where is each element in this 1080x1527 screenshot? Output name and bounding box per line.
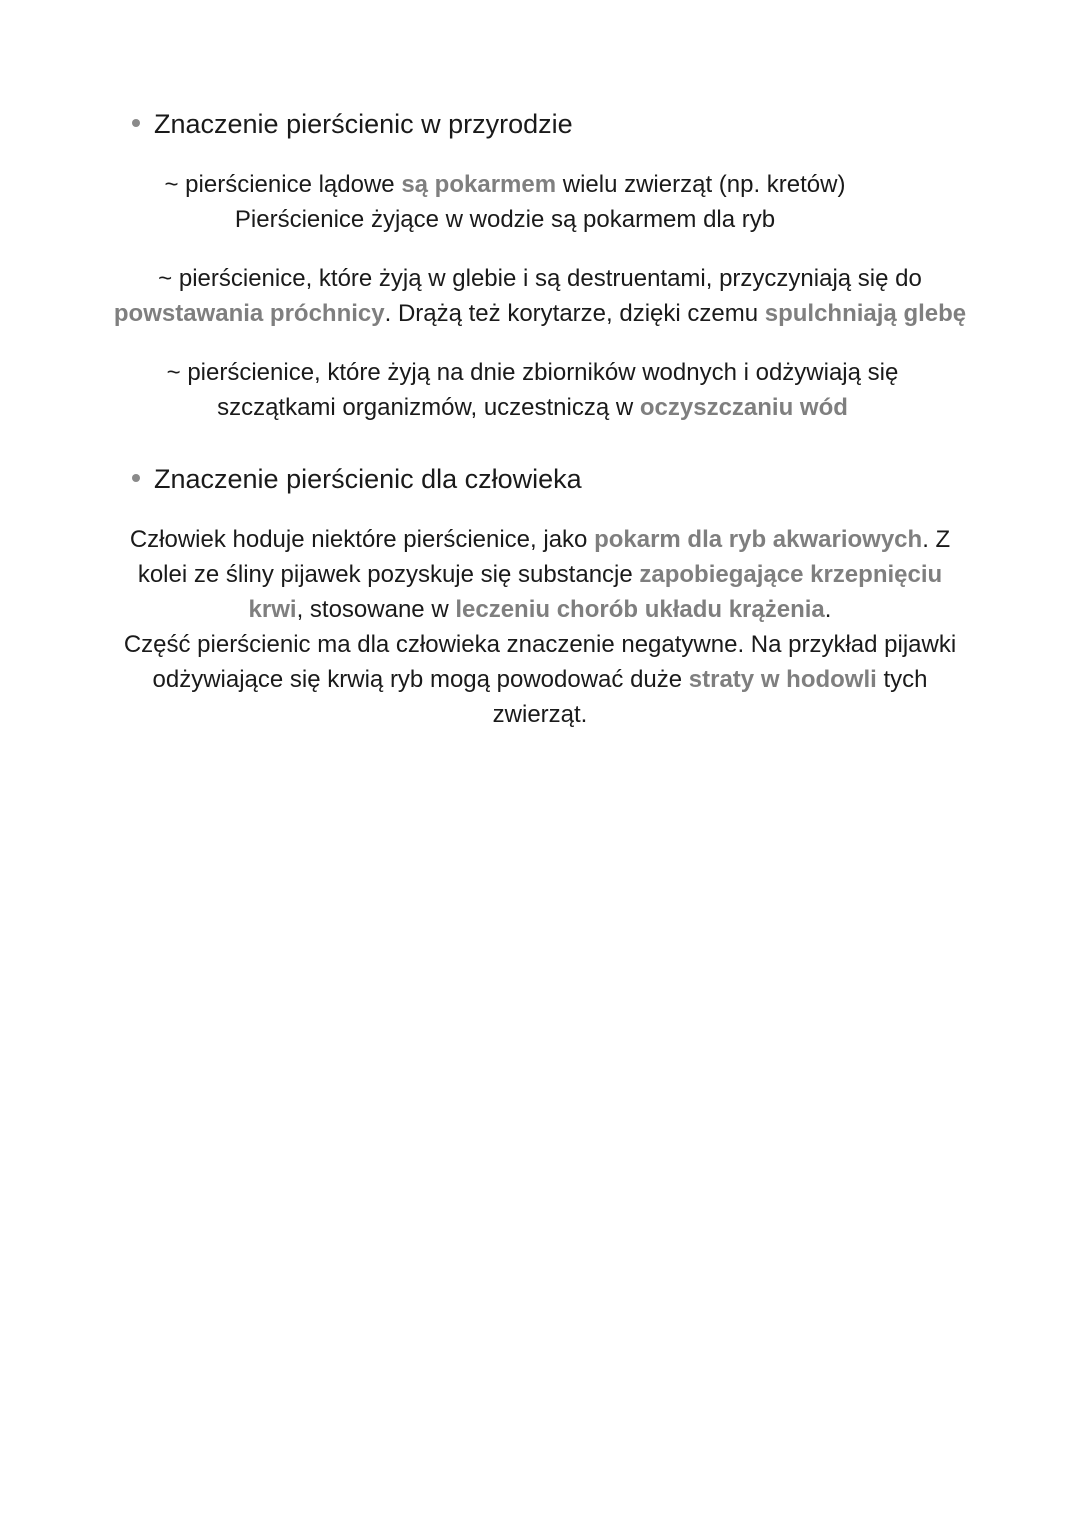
bullet-icon xyxy=(132,474,140,482)
paragraph-line xyxy=(80,592,1000,627)
text-run: , stosowane w xyxy=(296,596,456,623)
text-run: tych xyxy=(876,666,928,693)
highlight-text: krwi xyxy=(248,596,297,623)
text-run: . Z xyxy=(922,526,951,553)
paragraph-line xyxy=(100,167,910,202)
paragraph-food-source xyxy=(100,167,910,237)
paragraph-line: ~ pierścienice, które żyją w glebie i są destruentami, przyczyniają się do xyxy=(158,265,922,292)
paragraph-line xyxy=(100,390,965,425)
paragraph-human-importance xyxy=(80,522,1000,732)
paragraph-water-cleaning xyxy=(100,355,965,425)
paragraph-line xyxy=(80,557,1000,592)
heading-text: Znaczenie pierścienic dla człowieka xyxy=(154,464,582,494)
bullet-icon xyxy=(132,119,140,127)
text-run: . xyxy=(824,596,832,623)
paragraph-line: Pierścienice żyjące w wodzie są pokarmem dla ryb xyxy=(234,206,776,233)
paragraph-line xyxy=(90,296,990,331)
paragraph-line: Część pierścienic ma dla człowieka znaczenie negatywne. Na przykład pijawki xyxy=(123,631,957,658)
highlight-text: spulchniają glebę xyxy=(764,300,967,327)
paragraph-line: zwierząt. xyxy=(492,701,588,728)
text-run: kolei ze śliny pijawek pozyskuje się substancje xyxy=(137,561,640,588)
text-run: . Drążą też korytarze, dzięki czemu xyxy=(384,300,765,327)
text-run: wielu zwierząt (np. kretów) xyxy=(556,171,846,198)
heading-text: Znaczenie pierścienic w przyrodzie xyxy=(154,109,573,139)
section-heading-human xyxy=(132,462,582,496)
section-heading-nature xyxy=(132,107,573,141)
highlight-text: pokarm dla ryb akwariowych xyxy=(594,526,923,553)
paragraph-line xyxy=(80,522,1000,557)
highlight-text: zapobiegające krzepnięciu xyxy=(639,561,943,588)
paragraph-soil xyxy=(90,261,990,331)
highlight-text: powstawania próchnicy xyxy=(113,300,385,327)
highlight-text: straty w hodowli xyxy=(688,666,877,693)
paragraph-line: ~ pierścienice, które żyją na dnie zbiorników wodnych i odżywiają się xyxy=(166,359,899,386)
highlight-text: oczyszczaniu wód xyxy=(639,394,848,421)
highlight-text: są pokarmem xyxy=(401,171,557,198)
text-run: ~ pierścienice lądowe xyxy=(164,171,402,198)
paragraph-line xyxy=(80,662,1000,697)
text-run: Człowiek hoduje niektóre pierścienice, jako xyxy=(129,526,595,553)
highlight-text: leczeniu chorób układu krążenia xyxy=(455,596,825,623)
text-run: szczątkami organizmów, uczestniczą w xyxy=(217,394,640,421)
text-run: odżywiające się krwią ryb mogą powodować duże xyxy=(152,666,689,693)
